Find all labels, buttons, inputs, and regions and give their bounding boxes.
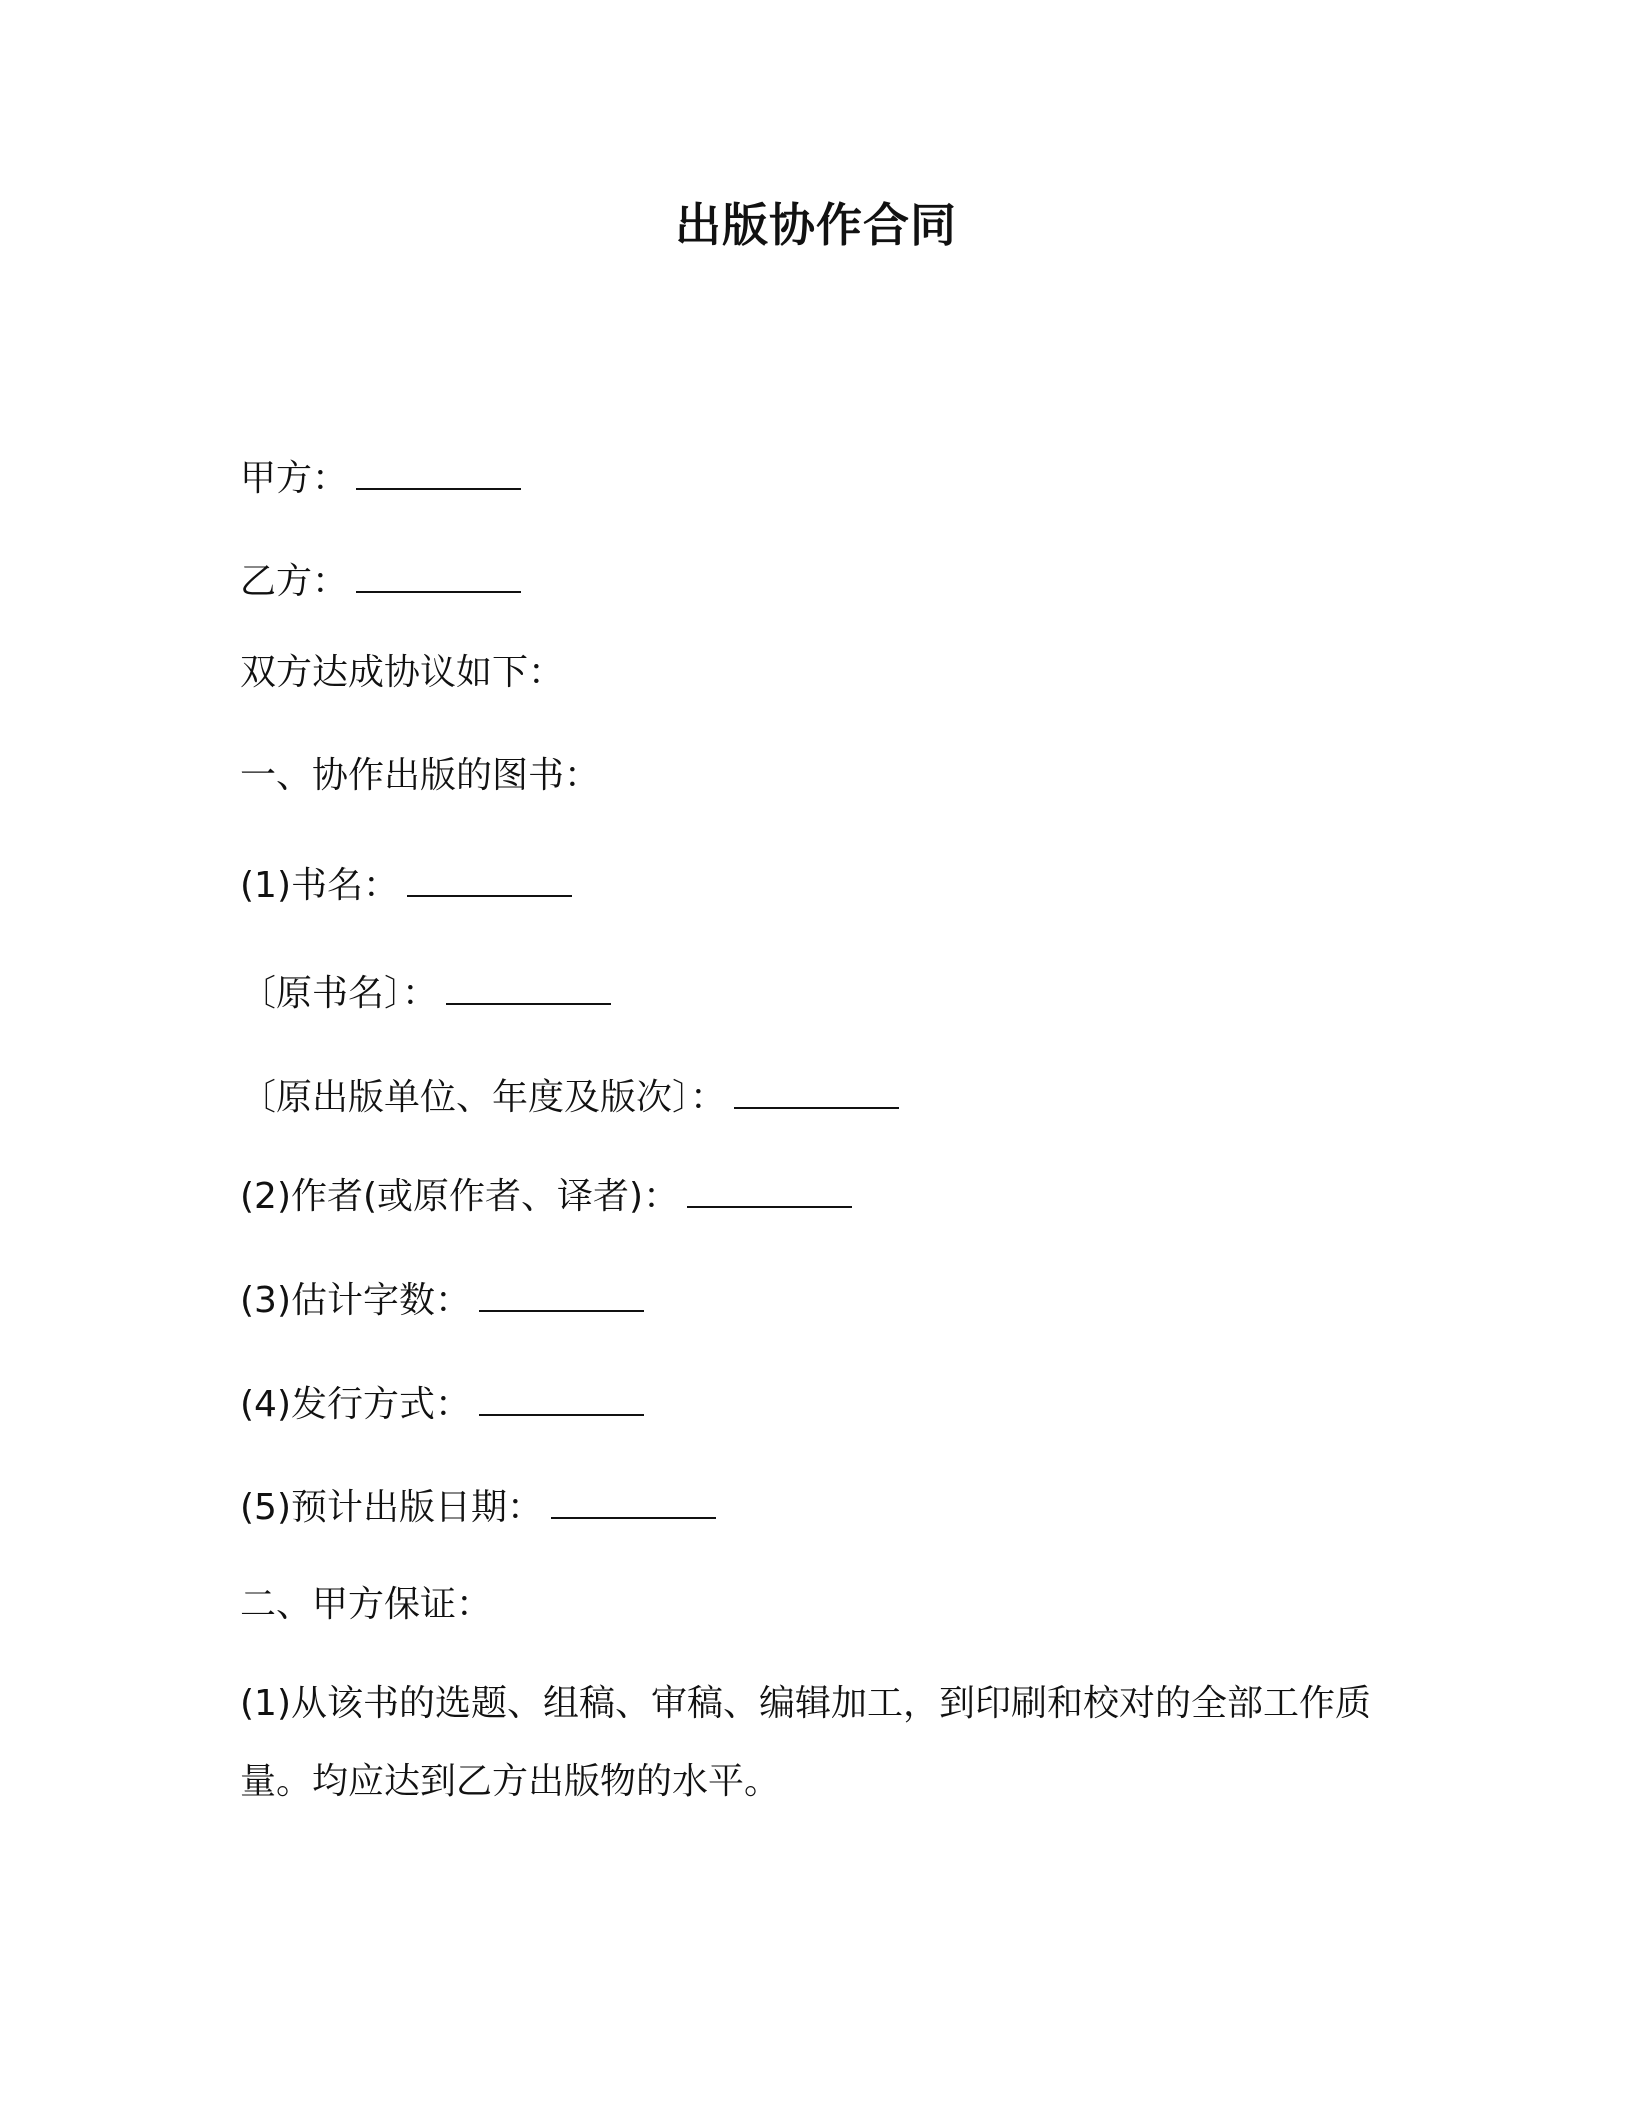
original-title-blank xyxy=(446,963,611,1005)
party-a-blank xyxy=(356,448,521,490)
book-name-blank xyxy=(407,855,572,897)
agreement-intro: 双方达成协议如下： xyxy=(240,652,565,693)
party-a-label: 甲方： xyxy=(240,458,349,499)
original-title-line xyxy=(240,963,611,1019)
party-b-line xyxy=(240,551,521,607)
distribution-label: (4)发行方式： xyxy=(240,1384,471,1425)
section2-heading: 二、甲方保证： xyxy=(240,1584,493,1625)
author-blank xyxy=(687,1166,852,1208)
word-count-label: (3)估计字数： xyxy=(240,1280,471,1321)
party-b-blank xyxy=(356,551,521,593)
party-a-line xyxy=(240,448,521,504)
section2-item1: (1)从该书的选题、组稿、审稿、编辑加工，到印刷和校对的全部工作质量。均应达到乙方出版物的水平。 xyxy=(240,1683,1371,1802)
word-count-line xyxy=(240,1270,644,1326)
author-line xyxy=(240,1166,852,1222)
original-publisher-label: 〔原出版单位、年度及版次〕： xyxy=(240,1077,727,1118)
party-b-label: 乙方： xyxy=(240,561,349,602)
distribution-blank xyxy=(479,1374,644,1416)
book-name-label: (1)书名： xyxy=(240,865,399,906)
author-label: (2)作者(或原作者、译者)： xyxy=(240,1176,680,1217)
distribution-line xyxy=(240,1374,644,1430)
original-publisher-blank xyxy=(734,1067,899,1109)
publish-date-label: (5)预计出版日期： xyxy=(240,1487,543,1528)
document-title: 出版协作合同 xyxy=(675,198,957,252)
publish-date-line xyxy=(240,1477,716,1533)
word-count-blank xyxy=(479,1270,644,1312)
section1-heading: 一、协作出版的图书： xyxy=(240,755,601,796)
original-publisher-line xyxy=(240,1067,899,1123)
book-name-line xyxy=(240,855,572,911)
original-title-label: 〔原书名〕： xyxy=(240,973,439,1014)
publish-date-blank xyxy=(551,1477,716,1519)
